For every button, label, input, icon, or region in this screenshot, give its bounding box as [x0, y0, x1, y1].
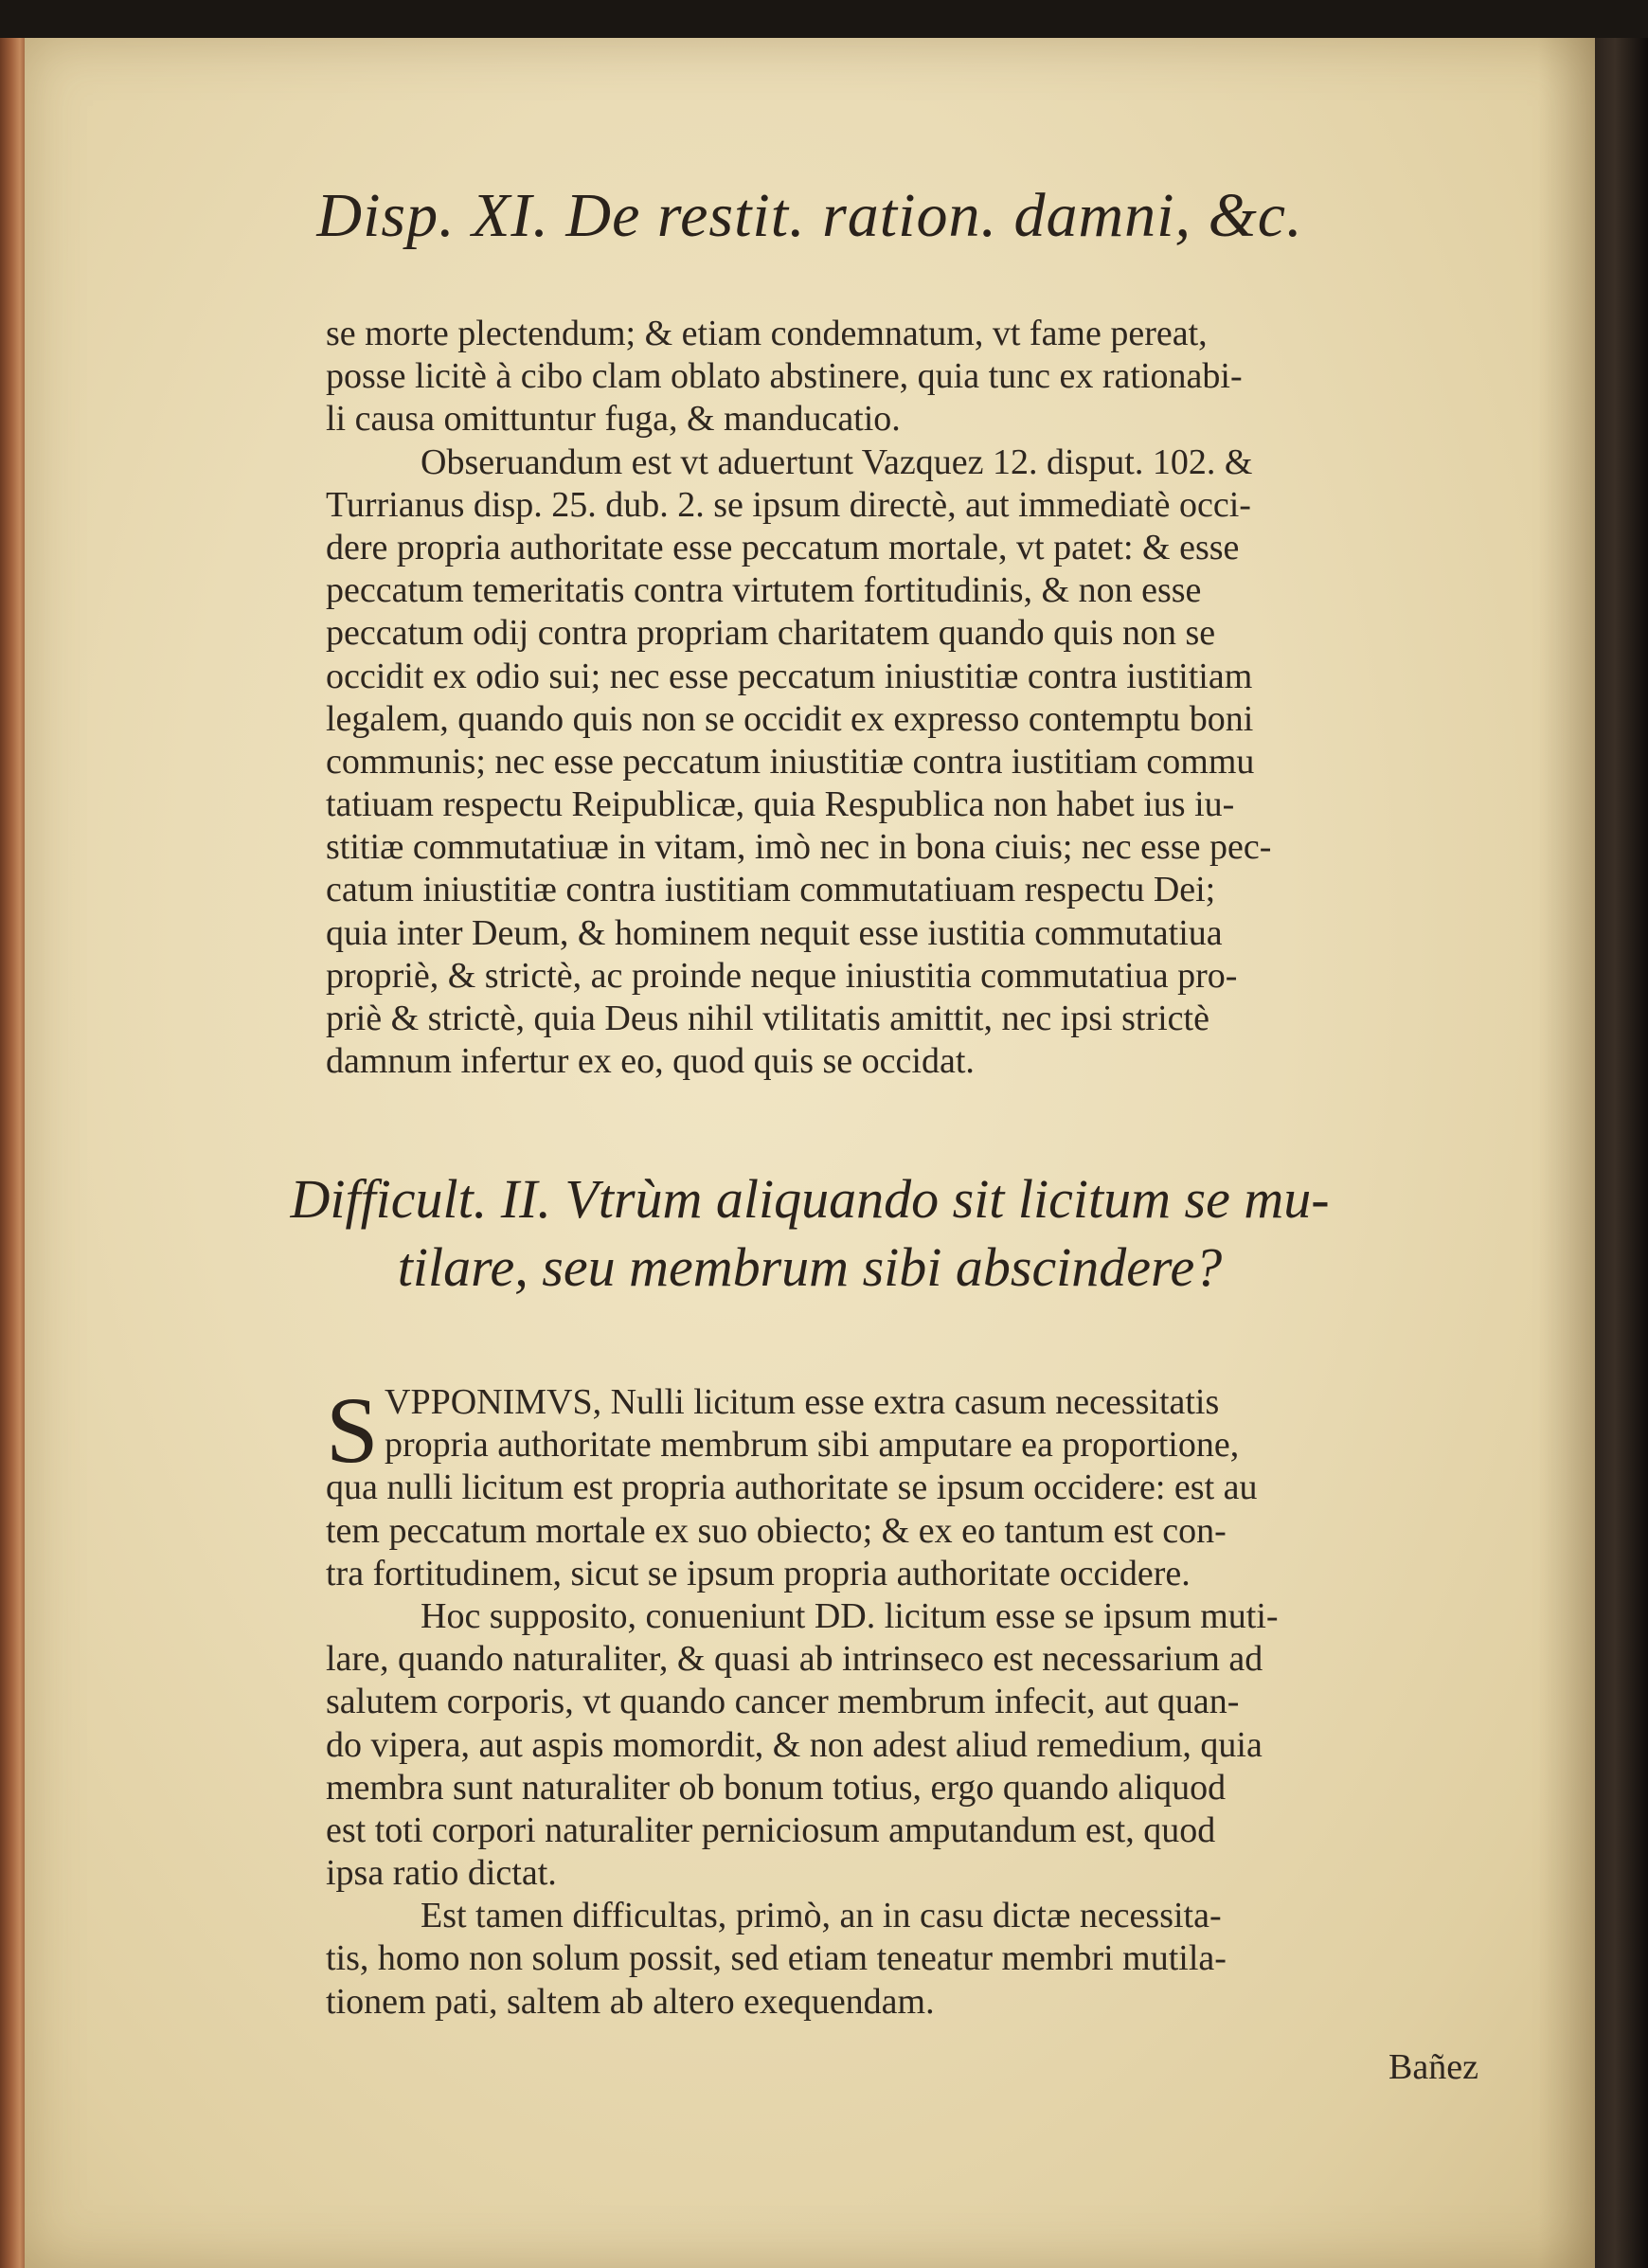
text-line: posse licitè à cibo clam oblato abstinere, quia tunc ex rationabi-: [326, 356, 1243, 397]
heading-line-2: tilare, seu membrum sibi abscindere?: [397, 1236, 1223, 1298]
text-line: se morte plectendum; & etiam condemnatum, vt fame pereat,: [326, 314, 1208, 353]
text-line: peccatum temeritatis contra virtutem fortitudinis, & non esse: [326, 570, 1202, 611]
text-line: occidit ex odio sui; nec esse peccatum iniustitiæ contra iustitiam: [326, 656, 1253, 696]
text-line: lare, quando naturaliter, & quasi ab intrinseco est necessarium ad: [326, 1639, 1263, 1680]
text-line: li causa omittuntur fuga, & manducatio.: [326, 399, 901, 440]
book-page: [25, 38, 1595, 2268]
section2-text: [326, 1377, 1519, 2024]
text-line: propriè, & strictè, ac proinde neque iniustitia commutatiua pro-: [326, 955, 1238, 996]
text-line: communis; nec esse peccatum iniustitiæ contra iustitiam commu: [326, 741, 1255, 782]
text-line: Est tamen difficultas, primò, an in casu dictæ necessita-: [421, 1896, 1222, 1936]
next-page-edge: [1593, 38, 1648, 2268]
text-line: legalem, quando quis non se occidit ex expresso contemptu boni: [326, 698, 1254, 739]
text-line: tra fortitudinem, sicut se ipsum propria authoritate occidere.: [326, 1553, 1191, 1593]
text-line: membra sunt naturaliter ob bonum totius, ergo quando aliquod: [326, 1767, 1227, 1808]
text-line: peccatum odij contra propriam charitatem quando quis non se: [326, 613, 1216, 654]
text-line: tatiuam respectu Reipublicæ, quia Respublica non habet ius iu-: [326, 784, 1235, 825]
text-line: dere propria authoritate esse peccatum mortale, vt patet: & esse: [326, 527, 1240, 567]
difficulty-heading: [25, 1165, 1595, 1302]
catchword: Bañez: [1388, 2047, 1478, 2087]
text-line: VPPONIMVS, Nulli licitum esse extra casum necessitatis: [385, 1382, 1220, 1422]
text-line: qua nulli licitum est propria authoritate se ipsum occidere: est au: [326, 1467, 1258, 1508]
heading-line-1: Difficult. II. Vtrùm aliquando sit licitum se mu-: [290, 1168, 1330, 1230]
text-line: tionem pati, saltem ab altero exequendam.: [326, 1981, 935, 2022]
text-line: ipsa ratio dictat.: [326, 1853, 557, 1894]
text-line: Hoc supposito, conueniunt DD. licitum esse se ipsum muti-: [421, 1595, 1279, 1636]
text-line: priè & strictè, quia Deus nihil vtilitatis amittit, nec ipsi strictè: [326, 999, 1209, 1038]
text-line: salutem corporis, vt quando cancer membrum infecit, aut quan-: [326, 1682, 1240, 1722]
text-line: tem peccatum mortale ex suo obiecto; & ex eo tantum est con-: [326, 1510, 1227, 1551]
text-line: damnum infertur ex eo, quod quis se occidat.: [326, 1041, 975, 1082]
text-line: tis, homo non solum possit, sed etiam teneatur membri mutila-: [326, 1938, 1227, 1979]
running-head: Disp. XI. De restit. ration. damni, &c.: [316, 181, 1303, 250]
text-line: Turrianus disp. 25. dub. 2. se ipsum directè, aut immediatè occi-: [326, 484, 1251, 525]
text-line: stitiæ commutatiuæ in vitam, imò nec in bona ciuis; nec esse pec-: [326, 827, 1272, 868]
drop-cap: S: [326, 1377, 379, 1483]
text-line: do vipera, aut aspis momordit, & non adest aliud remedium, quia: [326, 1724, 1263, 1765]
text-line: Obseruandum est vt aduertunt Vazquez 12. disput. 102. &: [421, 441, 1253, 482]
section1-text: [326, 313, 1519, 1083]
text-line: quia inter Deum, & hominem nequit esse iustitia commutatiua: [326, 912, 1223, 953]
text-line: catum iniustitiæ contra iustitiam commutatiuam respectu Dei;: [326, 870, 1216, 910]
text-line: propria authoritate membrum sibi amputare ea proportione,: [385, 1425, 1240, 1466]
text-line: est toti corpori naturaliter perniciosum amputandum est, quod: [326, 1809, 1216, 1850]
